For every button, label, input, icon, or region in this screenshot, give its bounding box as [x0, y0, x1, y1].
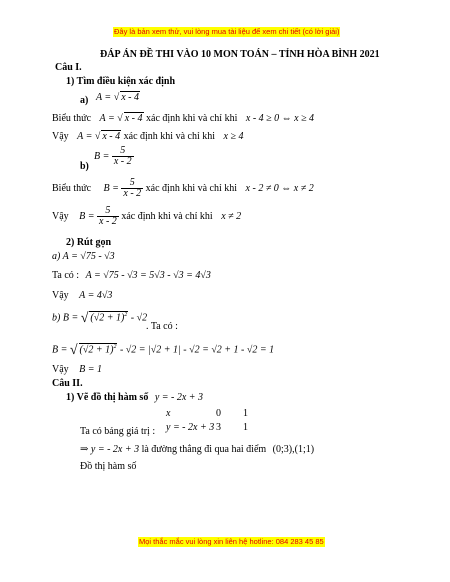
q2-line-statement: ⇒ y = - 2x + 3 là đường thẳng đi qua hai điểm (0;3),(1;1) [80, 444, 315, 455]
q1-simplify-b-tacó: . Ta có : [146, 321, 178, 332]
q1-simplify-a-result: Vậy A = 4√3 [52, 290, 113, 301]
table-intro: Ta có bảng giá trị : [80, 426, 156, 437]
q1-simplify-b: b) B = √ $(√2 + 1)^2 - √2$ [52, 311, 148, 327]
page-title: ĐÁP ÁN ĐỀ THI VÀO 10 MON TOÁN – TỈNH HÒA BÌNH 2021 [100, 49, 380, 60]
top-banner: Đây là bản xem thử, vui lòng mua tài liệu để xem chi tiết (có lời giải) [114, 27, 340, 36]
table-y-label: y = - 2x + 3 [166, 422, 215, 433]
table-x-val-0: 0 [216, 408, 221, 419]
table-y-val-1: 1 [243, 422, 248, 433]
bottom-banner: Mọi thắc mắc vui lòng xin liên hệ hotline: 084 283 45 85 [139, 537, 324, 546]
q1b-conclusion: Vậy B = $\frac{5}{x - 2}$ xác định khi và chỉ khi x ≠ 2 [52, 205, 242, 227]
table-x-label: x [166, 408, 171, 419]
q2-part1-heading: 1) Vẽ đồ thị hàm số y = - 2x + 3 [66, 392, 204, 403]
q1-simplify-a: a) A = √75 - √3 [52, 251, 115, 262]
q1b-expression: B = $\frac{5}{x - 2}$ [94, 145, 132, 167]
q1-simplify-a-work: Ta có : A = √75 - √3 = 5√3 - √3 = 4√3 [52, 270, 211, 281]
q1-part1-heading: 1) Tìm điều kiện xác định [66, 76, 176, 87]
q1-simplify-b-work: B = √ $(√2 + 1)^2 - √2 = |√2 + 1| - √2 = √2 + 1 - √2 = 1$ [52, 343, 275, 359]
table-y-val-0: 3 [216, 422, 221, 433]
q1a-expression: A = √ x - 4 [96, 92, 139, 103]
q1b-label: b) [80, 161, 89, 172]
q1-part2-heading: 2) Rút gọn [66, 237, 112, 248]
q1b-condition-line: Biểu thức B = $\frac{5}{x - 2}$ xác định khi và chỉ khi x - 2 ≠ 0 ⇔ x ≠ 2 [52, 177, 314, 199]
q2-graph-label: Đồ thị hàm số [80, 461, 137, 472]
question-1-heading: Câu I. [55, 62, 82, 73]
question-2-heading: Câu II. [52, 378, 83, 389]
q1a-condition-line: Biểu thức A = √ x - 4 xác định khi và chỉ khi x - 4 ≥ 0 ⇔ x ≥ 4 [52, 113, 315, 124]
table-x-val-1: 1 [243, 408, 248, 419]
q1a-label: a) [80, 95, 89, 106]
q1-simplify-b-result: Vậy B = 1 [52, 364, 103, 375]
q1a-conclusion: Vậy A = √ x - 4 xác định khi và chỉ khi x ≥ 4 [52, 131, 244, 142]
